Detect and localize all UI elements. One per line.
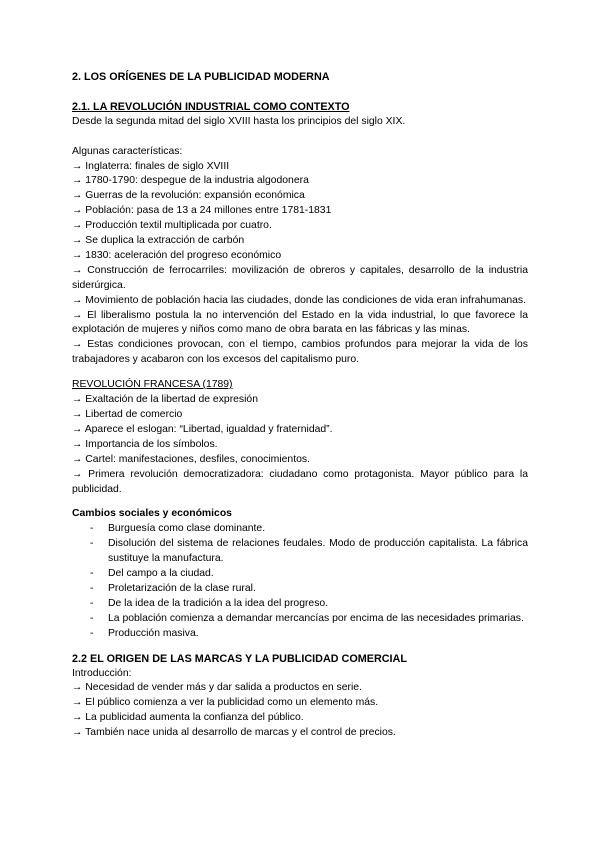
arrow-icon: → xyxy=(72,205,83,217)
document-content xyxy=(72,70,528,741)
spacer xyxy=(72,130,528,145)
list-item: → 1830: aceleración del progreso económico xyxy=(72,249,282,261)
arrow-icon: → xyxy=(72,264,83,276)
arrow-icon: → xyxy=(72,339,83,351)
list-item: → El público comienza a ver la publicidad como un elemento más. xyxy=(72,697,379,709)
dash-bullet: - xyxy=(90,538,94,550)
arrow-icon: → xyxy=(72,712,83,724)
list-item: → Movimiento de población hacia las ciudades, donde las condiciones de vida eran infrahumanas. xyxy=(72,294,527,306)
arrow-icon: → xyxy=(72,249,83,261)
list-item: - Del campo a la ciudad. xyxy=(72,567,528,582)
arrow-icon: → xyxy=(72,160,83,172)
list-item: → Se duplica la extracción de carbón xyxy=(72,235,245,247)
arrow-icon: → xyxy=(72,235,83,247)
arrow-icon: → xyxy=(72,294,83,306)
main-title: 2. LOS ORÍGENES DE LA PUBLICIDAD MODERNA xyxy=(72,71,330,83)
list-item: → 1780-1790: despegue de la industria algodonera xyxy=(72,175,309,187)
list-item: - Proletarización de la clase rural. xyxy=(72,582,528,597)
arrow-icon: → xyxy=(72,438,83,450)
list-item: → Necesidad de vender más y dar salida a productos en serie. xyxy=(72,682,362,694)
dash-bullet: - xyxy=(90,612,94,624)
list-item: → Exaltación de la libertad de expresión xyxy=(72,394,258,406)
arrow-icon: → xyxy=(72,727,83,739)
list-item: → Producción textil multiplicada por cuatro. xyxy=(72,220,272,232)
list-item: → Construcción de ferrocarriles: movilización de obreros y capitales, desarrollo de la industria siderúrgica. xyxy=(72,264,528,291)
arrow-icon: → xyxy=(72,697,83,709)
list-item: → Primera revolución democratizadora: ciudadano como protagonista. Mayor público para la publicidad. xyxy=(72,468,528,495)
list-item: → Aparece el eslogan: “Libertad, igualdad y fraternidad”. xyxy=(72,423,333,435)
dash-bullet: - xyxy=(90,582,94,594)
arrow-icon: → xyxy=(72,453,83,465)
arrow-icon: → xyxy=(72,309,83,321)
list-item: → La publicidad aumenta la confianza del público. xyxy=(72,712,304,724)
french-revolution-heading: REVOLUCIÓN FRANCESA (1789) xyxy=(72,379,233,391)
list-item: → Estas condiciones provocan, con el tiempo, cambios profundos para mejorar la vida de los trabajadores y acabaron con los excesos del capitalismo puro. xyxy=(72,339,528,366)
arrow-icon: → xyxy=(72,682,83,694)
list-item: → Guerras de la revolución: expansión económica xyxy=(72,190,305,202)
list-item: - Disolución del sistema de relaciones feudales. Modo de producción capitalista. La fábrica sustituye la manufactura. xyxy=(90,538,528,565)
spacer xyxy=(72,368,528,378)
dash-bullet: - xyxy=(90,523,94,535)
dash-bullet: - xyxy=(90,627,94,639)
arrow-icon: → xyxy=(72,175,83,187)
social-changes-list xyxy=(72,522,528,641)
characteristics-list xyxy=(72,160,528,369)
section-heading-industrial-revolution: 2.1. LA REVOLUCIÓN INDUSTRIAL COMO CONTEXTO xyxy=(72,100,350,113)
dash-bullet: - xyxy=(90,568,94,580)
list-item: → Población: pasa de 13 a 24 millones entre 1781-1831 xyxy=(72,205,332,217)
spacer xyxy=(72,642,528,652)
list-item: - La población comienza a demandar mercancías por encima de las necesidades primarias. xyxy=(72,612,528,627)
arrow-icon: → xyxy=(72,394,83,406)
intro-label: Introducción: xyxy=(72,667,132,679)
dash-bullet: - xyxy=(90,597,94,609)
characteristics-label: Algunas características: xyxy=(72,145,183,157)
list-item: → También nace unida al desarrollo de marcas y el control de precios. xyxy=(72,727,396,739)
list-item: → Importancia de los símbolos. xyxy=(72,438,218,450)
list-item: → Inglaterra: finales de siglo XVIII xyxy=(72,160,230,172)
introduction-list xyxy=(72,681,528,741)
list-item: - De la idea de la tradición a la idea del progreso. xyxy=(72,597,528,612)
spacer xyxy=(72,497,528,507)
section-heading-brands: 2.2 EL ORIGEN DE LAS MARCAS Y LA PUBLICIDAD COMERCIAL xyxy=(72,652,407,665)
french-revolution-list xyxy=(72,393,528,497)
list-item: - Producción masiva. xyxy=(72,627,528,642)
arrow-icon: → xyxy=(72,220,83,232)
list-item: → Libertad de comercio xyxy=(72,409,183,421)
section-intro: Desde la segunda mitad del siglo XVIII hasta los principios del siglo XIX. xyxy=(72,115,406,127)
arrow-icon: → xyxy=(72,409,83,421)
social-changes-heading: Cambios sociales y económicos xyxy=(72,508,232,520)
list-item: → El liberalismo postula la no intervención del Estado en la vida industrial, lo que favorece la explotación de mujeres y niños como mano de obra barata en las fábricas y las minas. xyxy=(72,309,529,336)
arrow-icon: → xyxy=(72,423,83,435)
arrow-icon: → xyxy=(72,468,83,480)
list-item: - Burguesía como clase dominante. xyxy=(72,522,528,537)
list-item: → Cartel: manifestaciones, desfiles, conocimientos. xyxy=(72,453,310,465)
arrow-icon: → xyxy=(72,190,83,202)
